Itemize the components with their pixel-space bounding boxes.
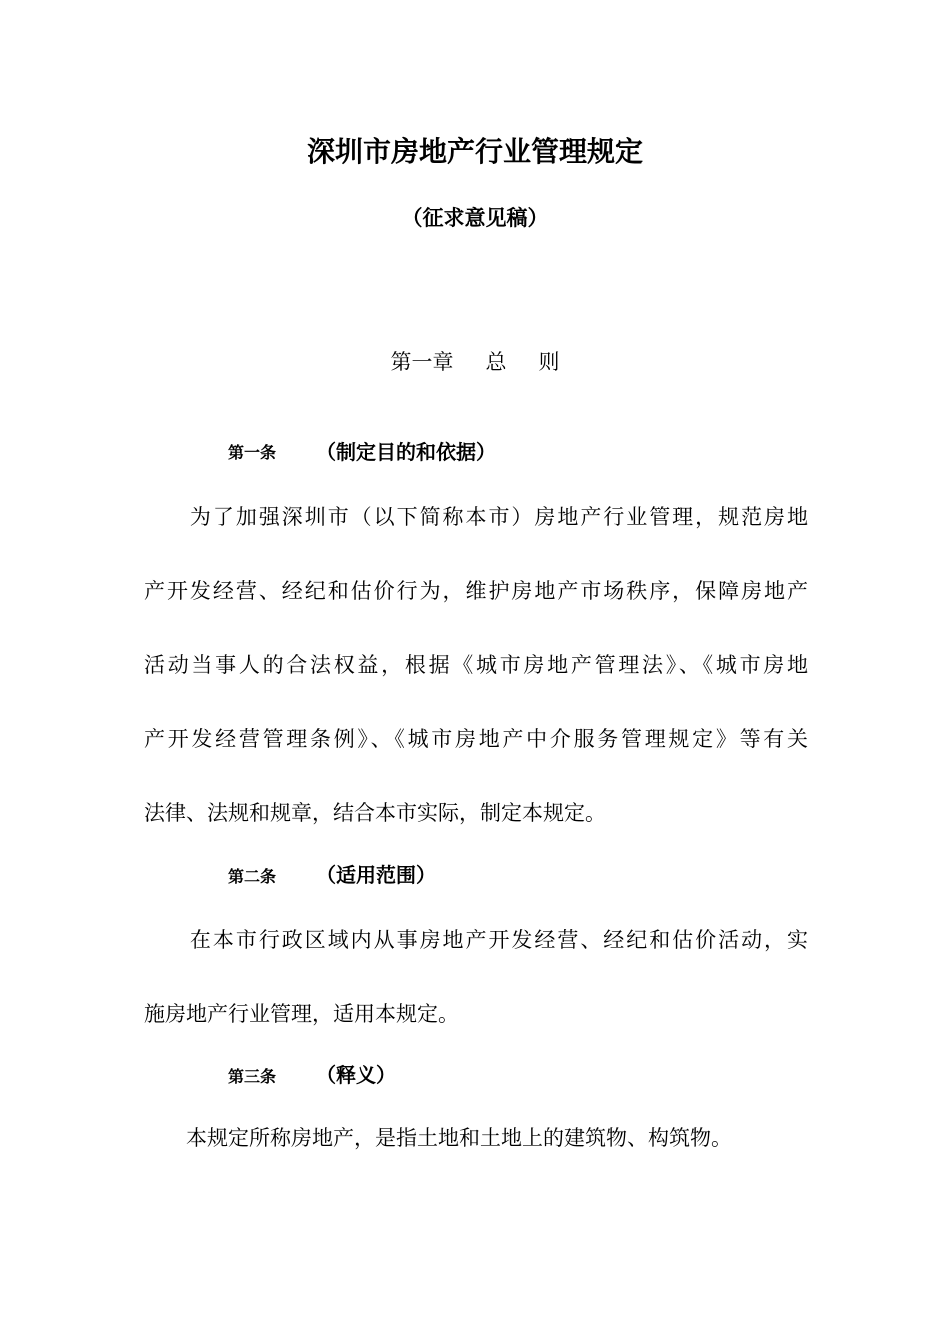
article-1-line-3: 活动当事人的合法权益，根据《城市房地产管理法》、《城市房地 bbox=[144, 653, 808, 677]
article-3-heading: （释义） bbox=[316, 1063, 396, 1087]
article-2-number: 第二条 bbox=[228, 867, 277, 886]
article-1-line-2: 产开发经营、经纪和估价行为，维护房地产市场秩序，保障房地产 bbox=[144, 579, 808, 603]
document-subtitle: （征求意见稿） bbox=[401, 205, 549, 230]
article-1-number: 第一条 bbox=[228, 443, 277, 462]
article-3-line-1: 本规定所称房地产，是指土地和土地上的建筑物、构筑物。 bbox=[144, 1126, 732, 1150]
article-2-line-2: 施房地产行业管理，适用本规定。 bbox=[144, 1002, 459, 1026]
chapter-title-word2: 则 bbox=[538, 350, 560, 374]
article-1-line-5: 法律、法规和规章，结合本市实际，制定本规定。 bbox=[144, 801, 606, 825]
article-2-line-1: 在本市行政区域内从事房地产开发经营、经纪和估价活动，实 bbox=[144, 928, 808, 952]
chapter-number: 第一章 bbox=[390, 350, 454, 374]
document-title: 深圳市房地产行业管理规定 bbox=[306, 135, 643, 168]
chapter-title-word1: 总 bbox=[485, 350, 507, 374]
article-1-heading: （制定目的和依据） bbox=[316, 440, 496, 464]
article-3-number: 第三条 bbox=[228, 1067, 277, 1086]
chapter-heading bbox=[0, 348, 950, 376]
article-1-line-4: 产开发经营管理条例》、《城市房地产中介服务管理规定》等有关 bbox=[144, 727, 808, 751]
article-1-line-1: 为了加强深圳市（以下简称本市）房地产行业管理，规范房地 bbox=[144, 505, 808, 529]
article-2-heading: （适用范围） bbox=[316, 863, 436, 887]
